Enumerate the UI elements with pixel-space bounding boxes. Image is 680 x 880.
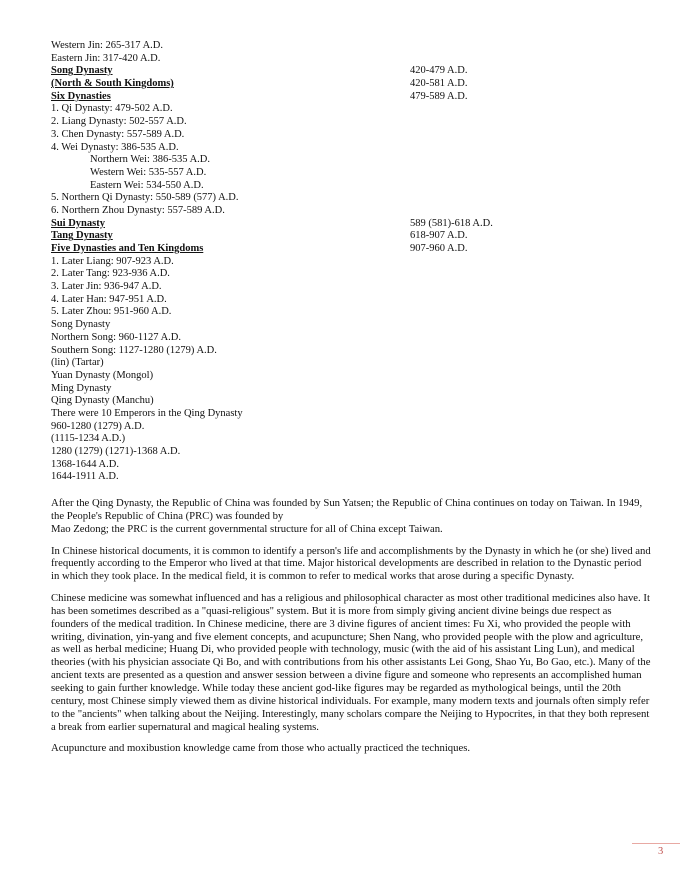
dynasty-list-row	[51, 395, 651, 408]
dynasty-entry: 5. Later Zhou: 951-960 A.D.	[51, 306, 172, 318]
dynasty-entry: Northern Wei: 386-535 A.D.	[90, 154, 210, 166]
dynasty-list-row	[51, 205, 651, 218]
dynasty-list	[51, 40, 651, 484]
dynasty-list-row	[51, 218, 651, 231]
paragraph-historical-documents: In Chinese historical documents, it is common to identify a person's life and accomplishments by the Dynasty in which he (or she) lived and frequently according to the Emperor who lived at that time. Major historical developments are described in relation to the Dynastic period in which they took place. In the medical field, it is common to refer to medical works that arose during a specific Dynasty.	[51, 544, 651, 583]
dynasty-list-row	[51, 256, 651, 269]
dynasty-entry: Qing Dynasty (Manchu)	[51, 395, 154, 407]
dynasty-list-row	[51, 357, 651, 370]
dynasty-list-row	[51, 167, 651, 180]
dynasty-entry: 4. Later Han: 947-951 A.D.	[51, 293, 167, 305]
dynasty-entry: 1644-1911 A.D.	[51, 471, 119, 483]
dynasty-list-row	[51, 383, 651, 396]
dynasty-date-range: 420-581 A.D.	[410, 78, 468, 90]
dynasty-list-row	[51, 129, 651, 142]
dynasty-entry: 5. Northern Qi Dynasty: 550-589 (577) A.D.	[51, 192, 239, 204]
dynasty-entry: 3. Later Jin: 936-947 A.D.	[51, 281, 162, 293]
dynasty-entry: 6. Northern Zhou Dynasty: 557-589 A.D.	[51, 204, 225, 216]
dynasty-heading: Six Dynasties	[51, 90, 111, 102]
dynasty-list-row	[51, 268, 651, 281]
dynasty-list-row	[51, 78, 651, 91]
dynasty-list-row	[51, 319, 651, 332]
dynasty-list-row	[51, 180, 651, 193]
dynasty-date-range: 420-479 A.D.	[410, 65, 468, 77]
dynasty-list-row	[51, 103, 651, 116]
dynasty-list-row	[51, 459, 651, 472]
dynasty-list-row	[51, 370, 651, 383]
dynasty-list-row	[51, 230, 651, 243]
dynasty-entry: (1115-1234 A.D.)	[51, 433, 126, 445]
dynasty-heading: Five Dynasties and Ten Kingdoms	[51, 243, 204, 254]
dynasty-list-row	[51, 345, 651, 358]
dynasty-entry: Song Dynasty	[51, 319, 111, 331]
dynasty-list-row	[51, 421, 651, 434]
dynasty-entry: Western Jin: 265-317 A.D.	[51, 40, 164, 51]
dynasty-entry: Southern Song: 1127-1280 (1279) A.D.	[51, 344, 217, 356]
dynasty-entry: 1. Qi Dynasty: 479-502 A.D.	[51, 103, 173, 115]
dynasty-entry: 4. Wei Dynasty: 386-535 A.D.	[51, 141, 179, 153]
dynasty-list-row	[51, 154, 651, 167]
dynasty-list-row	[51, 40, 651, 53]
dynasty-list-row	[51, 243, 651, 256]
dynasty-entry: There were 10 Emperors in the Qing Dynasty	[51, 407, 243, 419]
dynasty-entry: Yuan Dynasty (Mongol)	[51, 369, 154, 381]
dynasty-list-row	[51, 142, 651, 155]
dynasty-list-row	[51, 116, 651, 129]
dynasty-entry: 1. Later Liang: 907-923 A.D.	[51, 255, 174, 267]
dynasty-date-range: 589 (581)-618 A.D.	[410, 217, 493, 229]
dynasty-date-range: 479-589 A.D.	[410, 90, 468, 102]
page-number: 3	[658, 846, 664, 857]
paragraph-republic: After the Qing Dynasty, the Republic of China was founded by Sun Yatsen; the Republic of China continues on today on Taiwan. In 1949, the People's Republic of China (PRC) was founded by Mao Zedong; the PRC is the current governmental structure for all of China except Taiwan.	[51, 497, 643, 535]
dynasty-entry: 2. Later Tang: 923-936 A.D.	[51, 268, 170, 280]
dynasty-list-row	[51, 281, 651, 294]
dynasty-list-row	[51, 433, 651, 446]
dynasty-entry: (lin) (Tartar)	[51, 357, 104, 369]
dynasty-list-row	[51, 408, 651, 421]
dynasty-entry: 1280 (1279) (1271)-1368 A.D.	[51, 446, 181, 457]
dynasty-heading: (North & South Kingdoms)	[51, 78, 174, 90]
dynasty-list-row	[51, 53, 651, 66]
dynasty-heading: Tang Dynasty	[51, 230, 113, 242]
dynasty-heading: Song Dynasty	[51, 65, 113, 77]
dynasty-list-row	[51, 65, 651, 78]
dynasty-heading: Sui Dynasty	[51, 217, 105, 229]
dynasty-list-row	[51, 306, 651, 319]
dynasty-list-row	[51, 294, 651, 307]
dynasty-entry: 3. Chen Dynasty: 557-589 A.D.	[51, 128, 185, 140]
dynasty-list-row	[51, 332, 651, 345]
dynasty-list-row	[51, 91, 651, 104]
paragraph-religious-character: Chinese medicine was somewhat influenced and has a religious and philosophical character as most other traditional medicines also have. It has been sometimes described as a "quasi-religious" system. But it is more from simply giving ancient divine beings due respect as founders of the medical tradition. In Chinese medicine, there are 3 divine figures of ancient times: Fu Xi, who provided the people with writing, divination, yin-yang and five element concepts, and acupuncture; Shen Nang, who provided people with the plow and agriculture, as well as herbal medicine; Huang Di, who provided people with technology, music (with the aid of his assistant Ling Lun), and medical theories (with his physician associate Qi Bo, and with contributions from his other assistants Lei Gong, Shao Yu, Bo Gao, etc.). Many of the ancient texts are presented as a question and answer session between a divine figure and someone who represents an accomplished human seeking to gain further knowledge. While today these ancient god-like figures may be regarded as mythological beings, until the 20th century, most Chinese simply viewed them as divine historical individuals. For example, many modern texts and journals often simply refer to the "ancients" when talking about the Neijing. Interestingly, many scholars compare the Neijing to Hypocrites, in that they both represent a break from earlier supernatural and magical healing systems.	[51, 592, 651, 733]
dynasty-date-range: 618-907 A.D.	[410, 230, 468, 242]
paragraph-acupuncture: Acupuncture and moxibustion knowledge came from those who actually practiced the techniques.	[51, 742, 471, 755]
dynasty-list-row	[51, 446, 651, 459]
dynasty-entry: Eastern Wei: 534-550 A.D.	[90, 179, 204, 191]
dynasty-date-range: 907-960 A.D.	[410, 243, 468, 254]
dynasty-list-row	[51, 192, 651, 205]
dynasty-entry: Northern Song: 960-1127 A.D.	[51, 331, 181, 343]
dynasty-entry: 2. Liang Dynasty: 502-557 A.D.	[51, 116, 187, 128]
dynasty-entry: 1368-1644 A.D.	[51, 458, 119, 470]
dynasty-entry: Ming Dynasty	[51, 382, 112, 394]
body-text	[51, 497, 651, 764]
dynasty-entry: Eastern Jin: 317-420 A.D.	[51, 52, 161, 64]
footer-rule	[632, 843, 680, 844]
dynasty-entry: 960-1280 (1279) A.D.	[51, 420, 145, 432]
dynasty-entry: Western Wei: 535-557 A.D.	[90, 166, 207, 178]
dynasty-list-row	[51, 471, 651, 484]
